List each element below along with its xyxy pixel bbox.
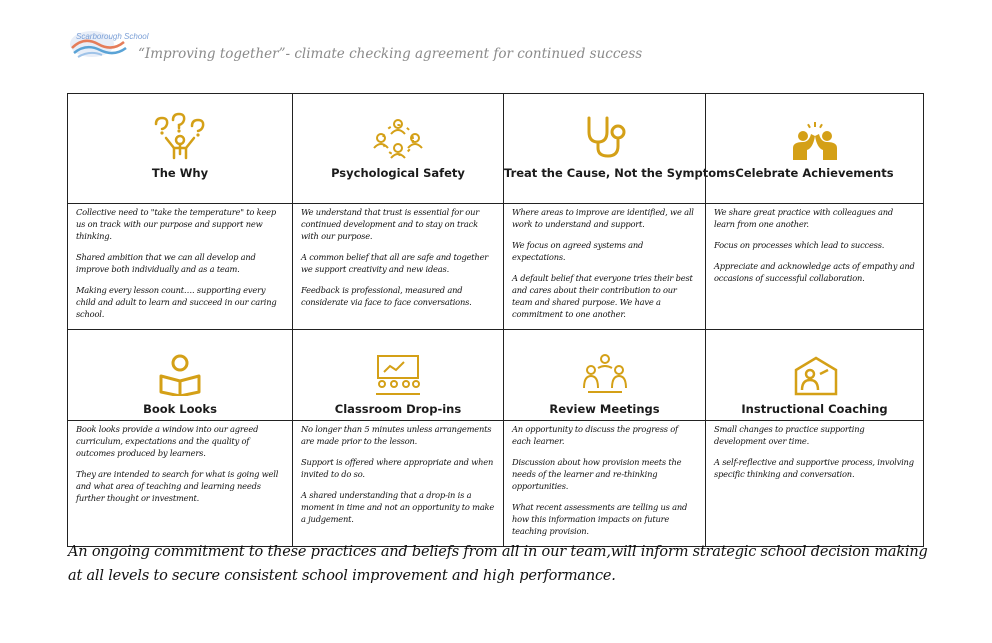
cell-the-why-body xyxy=(68,204,293,330)
header-row-2 xyxy=(68,330,924,421)
text-paragraph: A common belief that all are safe and together we support creativity and new ideas. xyxy=(301,252,489,274)
agreement-table xyxy=(67,93,924,547)
cell-classroom-drop-ins-body xyxy=(293,421,504,547)
header-row-1 xyxy=(68,94,924,204)
text-paragraph: They are intended to search for what is going well and what area of teaching and learning needs further thought or investment. xyxy=(76,469,279,503)
page-title: “Improving together”- climate checking agreement for continued success xyxy=(138,46,643,62)
header-review-meetings: Review Meetings xyxy=(549,402,660,416)
team-circle-icon xyxy=(373,118,423,160)
text-paragraph: An opportunity to discuss the progress of each learner. xyxy=(512,424,678,446)
cell-treat-the-cause-header xyxy=(504,94,735,204)
stethoscope-icon xyxy=(583,114,627,160)
header-classroom-drop-ins: Classroom Drop-ins xyxy=(334,402,462,416)
cell-psychological-safety-header xyxy=(293,94,504,204)
cell-celebrate-achievements-header xyxy=(706,94,924,204)
cell-instructional-coaching-header xyxy=(706,330,924,421)
text-paragraph: A shared understanding that a drop-in is a moment in time and not an opportunity to make a judgement. xyxy=(301,490,495,524)
body-row-2 xyxy=(68,421,924,547)
text-paragraph: Focus on processes which lead to success. xyxy=(714,240,885,250)
questions-person-icon xyxy=(152,112,208,160)
text-paragraph: No longer than 5 minutes unless arrangements are made prior to the lesson. xyxy=(301,424,492,446)
text-paragraph: Appreciate and acknowledge acts of empathy and occasions of successful collaboration. xyxy=(714,261,915,283)
text-paragraph: Feedback is professional, measured and considerate via face to face conversations. xyxy=(301,285,472,307)
cell-review-meetings-header xyxy=(504,330,706,421)
cell-the-why-header xyxy=(68,94,293,204)
text-paragraph: Discussion about how provision meets the needs of the learner and re-thinking opportunities. xyxy=(512,457,682,491)
header-book-looks: Book Looks xyxy=(143,402,217,416)
text-paragraph: Book looks provide a window into our agreed curriculum, expectations and the quality of outcomes produced by learners. xyxy=(76,424,259,458)
body-row-1 xyxy=(68,204,924,330)
header-psychological-safety: Psychological Safety xyxy=(331,166,465,180)
header-treat-the-cause: Treat the Cause, Not the Symptoms xyxy=(504,166,735,180)
text-paragraph: Shared ambition that we can all develop and improve both individually and as a team. xyxy=(76,252,256,274)
text-paragraph: Where areas to improve are identified, we all work to understand and support. xyxy=(512,207,694,229)
school-logo xyxy=(68,26,149,62)
meeting-icon xyxy=(580,354,630,396)
header-instructional-coaching: Instructional Coaching xyxy=(741,402,888,416)
classroom-icon xyxy=(372,354,424,396)
text-paragraph: Small changes to practice supporting development over time. xyxy=(714,424,865,446)
cell-psychological-safety-body xyxy=(293,204,504,330)
text-paragraph: Support is offered where appropriate and when invited to do so. xyxy=(301,457,494,479)
high-five-icon xyxy=(785,120,845,160)
header-celebrate-achievements: Celebrate Achievements xyxy=(735,166,894,180)
cell-treat-the-cause-body xyxy=(504,204,706,330)
cell-book-looks-header xyxy=(68,330,293,421)
coaching-icon xyxy=(792,354,838,396)
cell-celebrate-achievements-body xyxy=(706,204,924,330)
text-paragraph: We understand that trust is essential for our continued development and to stay on track with our purpose. xyxy=(301,207,479,241)
cell-review-meetings-body xyxy=(504,421,706,547)
person-reading-icon xyxy=(157,354,203,396)
header-the-why: The Why xyxy=(151,166,209,180)
text-paragraph: We share great practice with colleagues and learn from one another. xyxy=(714,207,893,229)
text-paragraph: Making every lesson count…. supporting every child and adult to learn and succeed in our caring school. xyxy=(76,285,277,319)
text-paragraph: What recent assessments are telling us and how this information impacts on future teaching provision. xyxy=(512,502,688,536)
text-paragraph: Collective need to "take the temperature" to keep us on track with our purpose and support new thinking. xyxy=(76,207,276,241)
text-paragraph: We focus on agreed systems and expectations. xyxy=(512,240,644,262)
logo-text: Scarborough School xyxy=(76,32,149,41)
text-paragraph: A self-reflective and supportive process, involving specific thinking and conversation. xyxy=(714,457,914,479)
cell-classroom-drop-ins-header xyxy=(293,330,504,421)
cell-instructional-coaching-body xyxy=(706,421,924,547)
closing-statement: An ongoing commitment to these practices and beliefs from all in our team,will inform strategic school decision making at all levels to secure consistent school improvement and high performance. xyxy=(68,544,928,584)
cell-book-looks-body xyxy=(68,421,293,547)
text-paragraph: A default belief that everyone tries their best and cares about their contribution to our team and shared purpose. We have a commitment to one another. xyxy=(512,273,693,319)
